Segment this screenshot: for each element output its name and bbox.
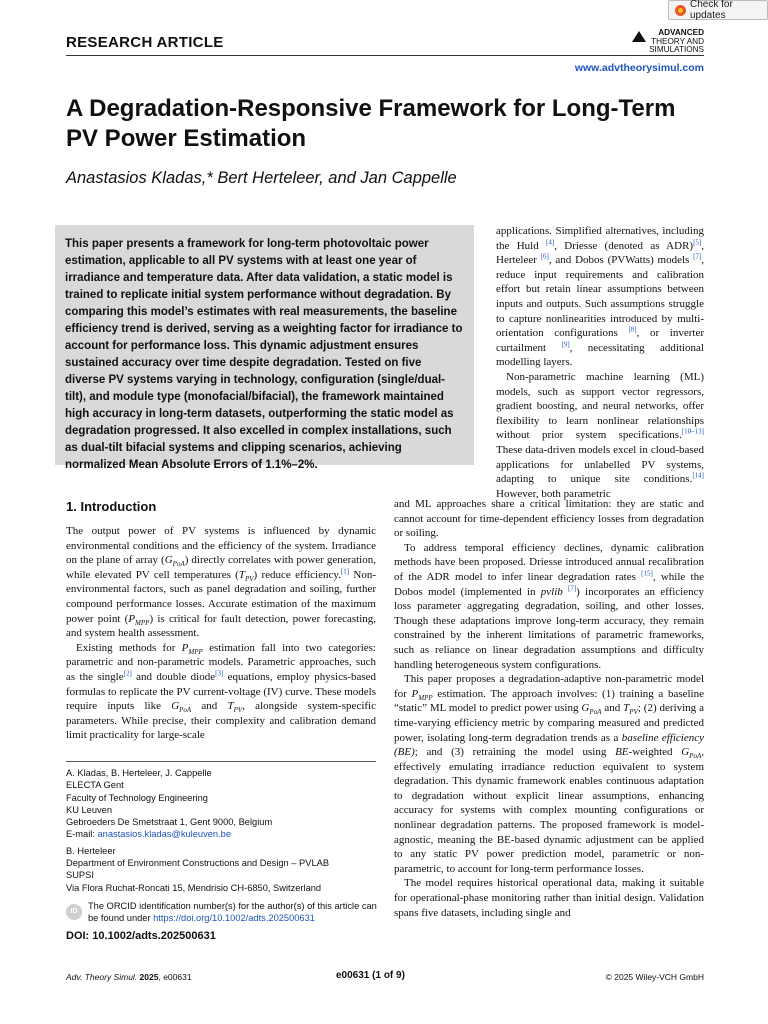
article-type: RESEARCH ARTICLE [66, 34, 224, 51]
affiliation-line: KU Leuven [66, 804, 112, 815]
body-paragraph: Non-parametric machine learning (ML) models, such as support vector regressors, gradient boosting, and neural networks, offer flexibility to learn nonlinear relationships without prior system specifications.[10–13] These data-driven models excel in cloud-based applications for unlabelled PV systems, adapting to unique site conditions.[14] However, both parametric [496, 370, 704, 500]
orcid-link[interactable]: https://doi.org/10.1002/adts.202500631 [153, 913, 315, 923]
check-for-updates-label: Check for updates [690, 0, 733, 21]
journal-logo [628, 29, 704, 55]
logo-triangle-icon [632, 31, 646, 42]
header-rule [66, 55, 704, 56]
abstract-box [55, 225, 474, 471]
affiliation-line: SUPSI [66, 870, 94, 881]
body-paragraph: Existing methods for $P_{MPP}$ estimation fall into two categories: parametric and non-parametric models. Parametric approaches, such as the single[2] and double diode[3] equations, employ physics-based formulas to replicate the PV current-voltage (IV) curve. These models require inputs like $G_{PoA}$ and $T_{PV}$, alongside system-specific parameters. While precise, their complexity and calibration demand limit practicality for large-scale [66, 641, 376, 742]
paper-title: A Degradation-Responsive Framework for Long-Term PV Power Estimation [66, 95, 676, 152]
affiliation-line: Department of Environment Constructions and Design – PVLAB [66, 858, 330, 869]
logo-line: SIMULATIONS [649, 45, 704, 54]
footnote-rule [66, 761, 376, 762]
orcid-note [88, 900, 378, 924]
body-paragraph: This paper proposes a degradation-adaptive non-parametric model for $P_{MPP}$ estimation. The approach involves: (1) training a baseline “static” ML model to predict power using $G_{PoA}$ and $T_{PV}$; (2) deriving a time-varying efficiency metric by comparing measured and predicted power, isolating long-term degradation trends as a baseline efficiency (BE); and (3) retraining the model using BE-weighted $G_{PoA}$, effectively emulating irradiance reduction equivalent to system degradation. This dynamic framework enables continuous adaptation to degradation without explicit linear assumptions, enhancing accuracy for systems with complex mounting configurations or nonlinear degradation patterns. The proposed framework is model-agnostic, meaning the BE-based dynamic adjustment can be applied to any static PV power prediction model, parametric or non-parametric, to account for long-term performance losses. [394, 673, 705, 875]
body-paragraph: The model requires historical operational data, making it suitable for operational-phase monitoring rather than initial design. Validation spans five datasets, including single and [394, 877, 704, 919]
orcid-icon: ID [66, 904, 82, 920]
right-column [394, 497, 704, 920]
affiliation-line: Faculty of Technology Engineering [66, 792, 208, 803]
body-paragraph: applications. Simplified alternatives, including the Huld [4], Driesse (denoted as ADR)[5], Herteleer [6], and Dobos (PVWatts) models [7], reduce input requirements and calibration effort but retain linear assumptions between inputs and outputs. Such assumptions struggle to capture nonlinearities introduced by multi-orientation configurations [8], or inverter curtailment [9], necessitating additional modelling layers. [496, 225, 704, 369]
affiliation-line: Gebroeders De Smetstraat 1, Gent 9000, Belgium [66, 817, 273, 828]
affiliation-line: Via Flora Ruchat-Roncati 15, Mendrisio CH-6850, Switzerland [66, 882, 322, 893]
affiliation-line: A. Kladas, B. Herteleer, J. Cappelle [66, 768, 212, 778]
logo-line: ADVANCED [658, 28, 704, 37]
check-for-updates-button[interactable] [668, 0, 768, 20]
body-paragraph: To address temporal efficiency declines, dynamic calibration methods have been proposed. Driesse introduced annual recalibration of the ADR model to infer linear degradation rates [15], while the Dobos model (implemented in pvlib [7]) incorporates an efficiency loss parameter aggregating degradation, soiling, and other losses. Though these adaptations improve long-term accuracy, they remain constrained by the inherent limitations of parametric frameworks, such as reliance on linear degradation assumptions and difficulty handling heterogeneous system configurations. [394, 541, 704, 671]
abstract-text: This paper presents a framework for long-term photovoltaic power estimation, applicable to all PV systems with at least one year of irradiance and temperature data. After data validation, a static model is trained to replicate initial system performance without degradation. By comparing this model’s estimates with real measurements, the baseline efficiency trend is derived, serving as a weighting factor for irradiance to account for performance loss. This dynamic adjustment ensures sustained accuracy over time despite degradation. Tested on five diverse PV systems varying in technology, configuration (single/dual-tilt), and module type (monofacial/bifacial), the framework maintained high accuracy in long-term datasets, outperforming the static model as degradation progressed. It also excelled in complex installations, such as dual-tilt bifacial systems and clipping scenarios, achieving normalized Mean Absolute Errors of 1.1%–2%. [65, 238, 463, 471]
footer-journal: Adv. Theory Simul. [66, 972, 138, 982]
left-column [66, 524, 376, 743]
orcid-text: The ORCID identification number(s) for the author(s) of this article can be found under [88, 901, 377, 923]
body-paragraph: The output power of PV systems is influenced by dynamic environmental conditions and the efficiency of the system. Irradiance on the plane of array $(G_{PoA})$ directly correlates with power generation, while elevated PV cell temperatures $(T_{PV})$ reduce efficiency.[1] Non-environmental factors, such as panel degradation and soiling, further compound performance losses. Accurate estimation of the maximum power point $(P_{MPP})$ is critical for fault detection, power forecasting, and system health assessment. [66, 525, 377, 640]
crossmark-icon [675, 5, 686, 16]
footer-citation [66, 972, 192, 982]
page-number: e00631 (1 of 9) [336, 970, 405, 981]
author-list: Anastasios Kladas,* Bert Herteleer, and Jan Cappelle [66, 169, 457, 187]
doi: DOI: 10.1002/adts.202500631 [66, 930, 216, 942]
section-heading: 1. Introduction [66, 499, 157, 514]
email-label: E-mail: [66, 829, 98, 840]
email-line [66, 828, 386, 840]
copyright: © 2025 Wiley-VCH GmbH [605, 972, 704, 982]
affiliation-line: ELECTA Gent [66, 780, 124, 791]
journal-url-link[interactable]: www.advtheorysimul.com [574, 62, 704, 74]
logo-line: THEORY AND [651, 36, 704, 46]
footer-year: 2025 [139, 972, 159, 982]
email-link[interactable]: anastasios.kladas@kuleuven.be [97, 829, 231, 840]
affiliation-block [66, 767, 386, 841]
right-column-top [496, 224, 704, 501]
footer-article-no: , e00631 [158, 972, 192, 982]
body-paragraph: and ML approaches share a critical limitation: they are static and cannot account for time-dependent efficiency losses from degradation or soiling. [394, 498, 704, 540]
affiliations [66, 767, 386, 898]
affiliation-block [66, 845, 386, 894]
affiliation-line: B. Herteleer [66, 845, 116, 856]
